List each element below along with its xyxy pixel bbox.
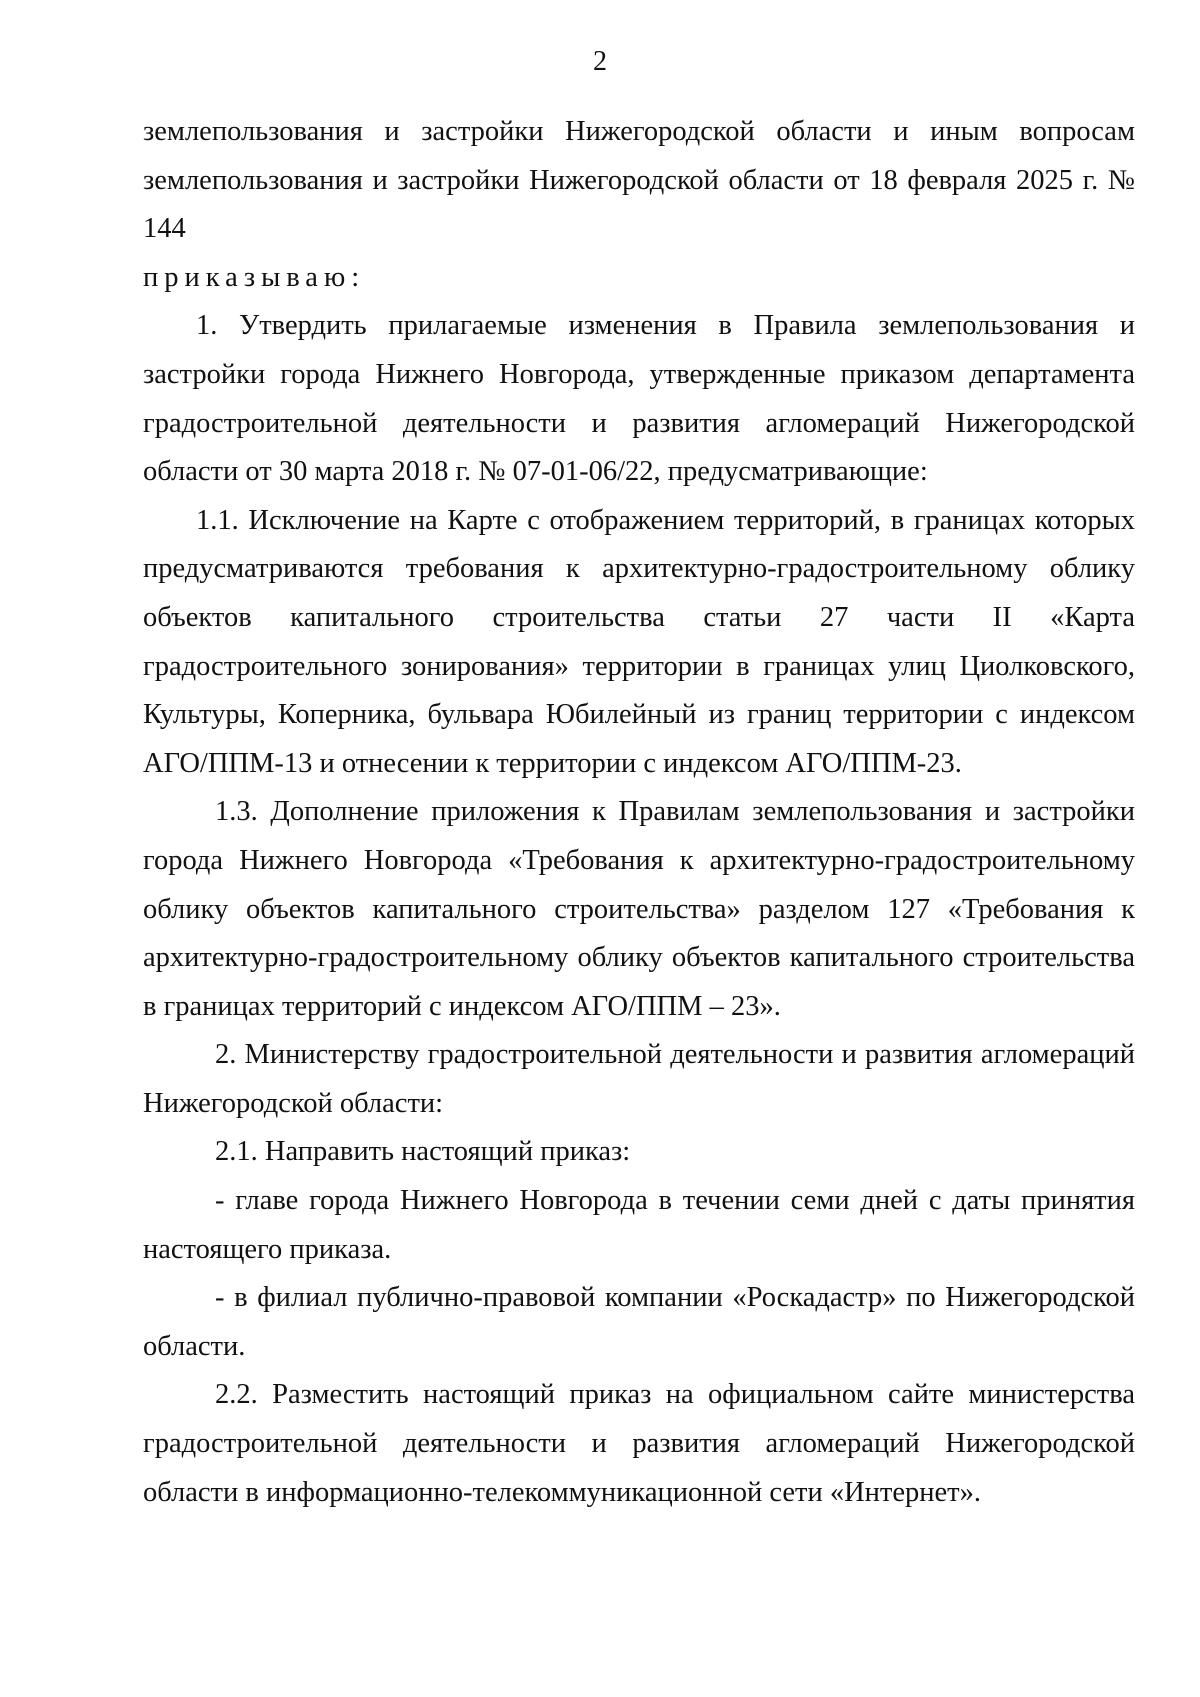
paragraph-item-2-1-b: - в филиал публично-правовой компании «Роскадастр» по Нижегородской области. [143,1282,1135,1362]
paragraph-item-2-1-a: - главе города Нижнего Новгорода в течении семи дней с даты принятия настоящего приказа. [143,1185,1135,1265]
paragraph-item-2: 2. Министерству градостроительной деятельности и развития агломераций Нижегородской области: [143,1039,1135,1119]
paragraph-item-2-1: 2.1. Направить настоящий приказ: [215,1136,631,1168]
paragraph-order-word: приказываю: [143,261,366,293]
paragraph-item-2-2: 2.2. Разместить настоящий приказ на официальном сайте министерства градостроительной деятельности и развития агломераций Нижегородской области в информационно-телекоммуникационной сети «Интернет». [143,1379,1135,1508]
paragraph-item-1-1: 1.1. Исключение на Карте с отображением территорий, в границах которых предусматриваются требования к архитектурно-градостроительному облику объектов капитального строительства статьи 27 части II «Карта градостроительного зонирования» территории в границах улиц Циолковского, Культуры, Коперника, бульвара Юбилейный из границ территории с индексом АГО/ППМ-13 и отнесении к территории с индексом АГО/ППМ-23. [143,504,1135,779]
paragraph-continuation: землепользования и застройки Нижегородской области и иным вопросам землепользования и застройки Нижегородской области от 18 февраля 2025 г. № 144 [143,116,1135,245]
page-number: 2 [593,46,607,77]
paragraph-item-1: 1. Утвердить прилагаемые изменения в Правила землепользования и застройки города Нижнего Новгорода, утвержденные приказом департамента градостроительной деятельности и развития агломераций Нижегородской области от 30 марта 2018 г. № 07-01-06/22, предусматривающие: [143,310,1135,488]
document-body [143,108,1135,1517]
paragraph-item-1-3: 1.3. Дополнение приложения к Правилам землепользования и застройки города Нижнего Новгорода «Требования к архитектурно-градостроительному облику объектов капитального строительства» разделом 127 «Требования к архитектурно-градостроительному облику объектов капитального строительства в границах территорий с индексом АГО/ППМ – 23». [143,796,1135,1022]
